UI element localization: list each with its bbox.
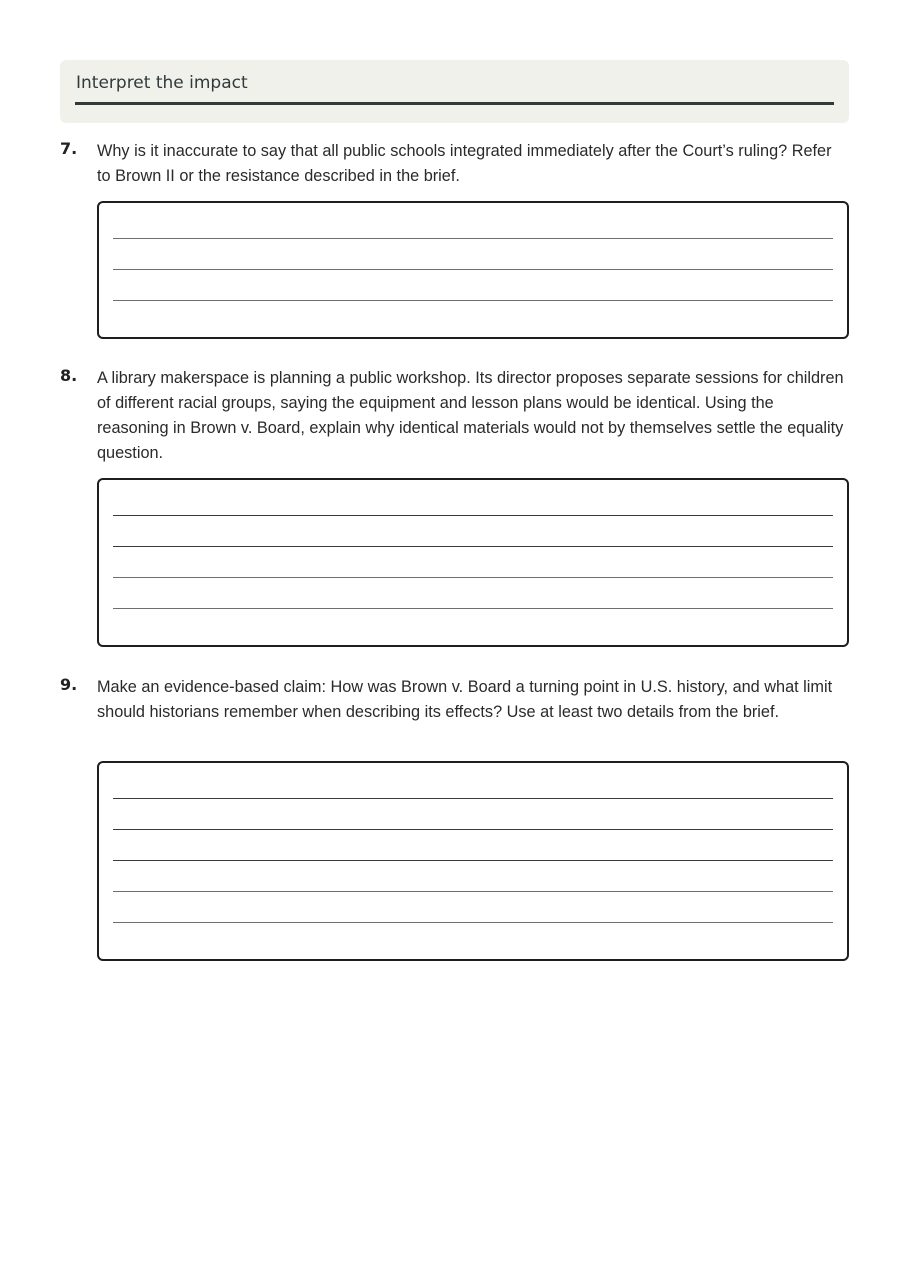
section-underline (75, 102, 834, 105)
question-text: Why is it inaccurate to say that all public schools integrated immediately after the Court’s ruling? Refer to Brown II or the resistance described in the brief. (97, 142, 832, 185)
question-text: A library makerspace is planning a public workshop. Its director proposes separate sessions for children of different racial groups, saying the equipment and lesson plans would be identical. Using the reasoning in Brown v. Board, explain why identical materials would not by themselves settle the equality question. (97, 369, 844, 462)
answer-line (113, 238, 833, 239)
question-number: 9. (60, 675, 78, 694)
answer-line (113, 269, 833, 270)
answer-line (113, 608, 833, 609)
answer-line (113, 922, 833, 923)
answer-line (113, 860, 833, 861)
answer-box-9[interactable] (97, 761, 849, 961)
answer-box-7[interactable] (97, 201, 849, 339)
answer-line (113, 829, 833, 830)
answer-line (113, 577, 833, 578)
question-number: 7. (60, 139, 78, 158)
answer-line (113, 300, 833, 301)
answer-line (113, 515, 833, 516)
question-number: 8. (60, 366, 78, 385)
answer-line (113, 546, 833, 547)
section-header (60, 60, 849, 123)
answer-box-8[interactable] (97, 478, 849, 647)
section-title: Interpret the impact (76, 73, 248, 93)
answer-line (113, 891, 833, 892)
answer-line (113, 798, 833, 799)
question-text: Make an evidence-based claim: How was Brown v. Board a turning point in U.S. history, and what limit should historians remember when describing its effects? Use at least two details from the brief. (97, 678, 833, 721)
